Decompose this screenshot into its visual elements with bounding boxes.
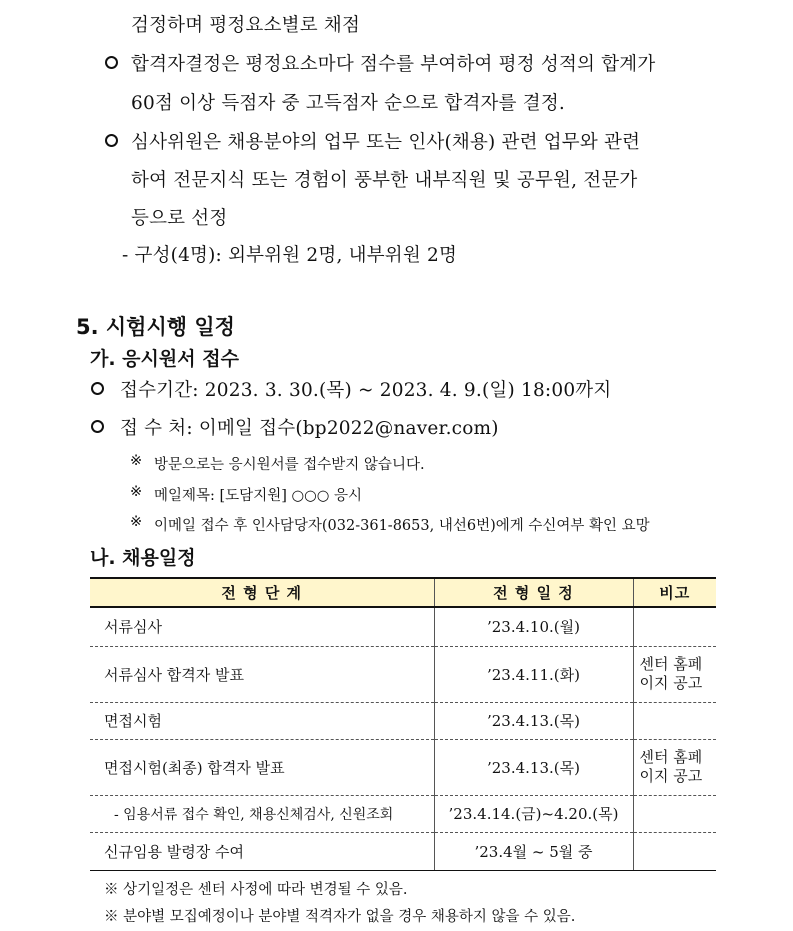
note-line: 이메일 접수 후 인사담당자(032-361-8653, 내선6번)에게 수신여부 확인 요망 — [154, 518, 650, 534]
text-line: 등으로 선정 — [131, 208, 228, 229]
circle-bullet-icon — [105, 134, 118, 147]
note-line: 방문으로는 응시원서를 접수받지 않습니다. — [154, 457, 425, 473]
date-cell: ’23.4.13.(목) — [434, 702, 633, 739]
date-cell: ’23.4.10.(월) — [434, 607, 633, 646]
table-row — [90, 739, 716, 795]
header-date: 전 형 일 정 — [434, 578, 633, 607]
circle-bullet-icon — [91, 382, 104, 395]
date-cell: ’23.4월 ~ 5월 중 — [434, 832, 633, 870]
header-stage: 전 형 단 계 — [90, 578, 434, 607]
stage-cell: 신규임용 발령장 수여 — [90, 832, 434, 870]
remark-cell — [633, 702, 716, 739]
text-line: 심사위원은 채용분야의 업무 또는 인사(채용) 관련 업무와 관련 — [131, 132, 641, 153]
note-mark: ※ — [130, 484, 143, 500]
subsection-title: 나. 채용일정 — [90, 547, 196, 569]
stage-cell: 면접시험 — [90, 702, 434, 739]
table-row — [90, 646, 716, 702]
section-title: 5. 시험시행 일정 — [76, 315, 235, 339]
table-row — [90, 795, 716, 832]
date-cell: ’23.4.14.(금)~4.20.(목) — [434, 795, 633, 832]
table-row — [90, 832, 716, 870]
table-header-row — [90, 578, 716, 607]
footnote: ※ 분야별 모집예정이나 분야별 적격자가 없을 경우 채용하지 않을 수 있음. — [104, 909, 576, 925]
text-line: 하여 전문지식 또는 경험이 풍부한 내부직원 및 공무원, 전문가 — [131, 170, 638, 191]
date-cell: ’23.4.13.(목) — [434, 739, 633, 795]
text-line: 검정하며 평정요소별로 채점 — [131, 15, 361, 36]
remark-cell — [633, 832, 716, 870]
table-row — [90, 607, 716, 646]
composition-line: - 구성(4명): 외부위원 2명, 내부위원 2명 — [122, 245, 458, 266]
circle-bullet-icon — [91, 420, 104, 433]
note-line: 메일제목: [도담지원] ○○○ 응시 — [154, 488, 363, 504]
remark-cell: 센터 홈페이지 공고 — [633, 646, 716, 702]
subsection-title: 가. 응시원서 접수 — [90, 348, 239, 370]
stage-cell: 면접시험(최종) 합격자 발표 — [90, 739, 434, 795]
circle-bullet-icon — [105, 56, 118, 69]
footnote: ※ 상기일정은 센터 사정에 따라 변경될 수 있음. — [104, 882, 408, 898]
application-place: 접 수 처: 이메일 접수(bp2022@naver.com) — [120, 418, 499, 439]
text-line: 합격자결정은 평정요소마다 점수를 부여하여 평정 성적의 합계가 — [131, 54, 656, 75]
text-line: 60점 이상 득점자 중 고득점자 순으로 합격자를 결정. — [131, 93, 566, 114]
remark-cell — [633, 795, 716, 832]
date-cell: ’23.4.11.(화) — [434, 646, 633, 702]
remark-cell — [633, 607, 716, 646]
header-remark: 비고 — [633, 578, 716, 607]
stage-cell: - 임용서류 접수 확인, 채용신체검사, 신원조회 — [90, 795, 434, 832]
schedule-table — [90, 577, 716, 871]
application-period: 접수기간: 2023. 3. 30.(목) ~ 2023. 4. 9.(일) 18:00까지 — [120, 380, 612, 401]
table-row — [90, 702, 716, 739]
note-mark: ※ — [130, 514, 143, 530]
remark-cell: 센터 홈페이지 공고 — [633, 739, 716, 795]
note-mark: ※ — [130, 453, 143, 469]
stage-cell: 서류심사 합격자 발표 — [90, 646, 434, 702]
stage-cell: 서류심사 — [90, 607, 434, 646]
